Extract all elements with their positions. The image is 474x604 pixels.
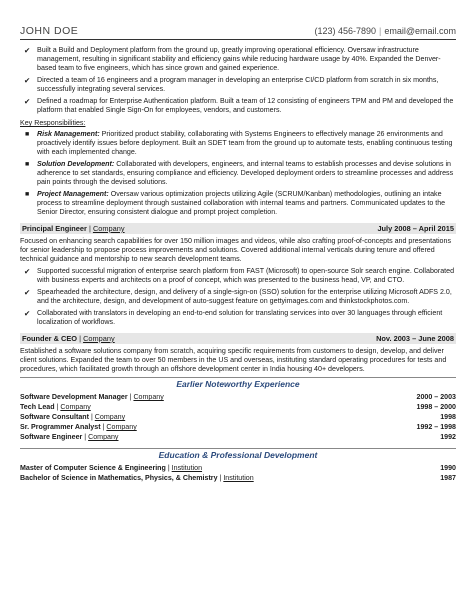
institution-link[interactable]: Institution	[171, 464, 203, 472]
earlier-experience-list	[20, 393, 456, 442]
checkmark-icon: ✔	[24, 46, 31, 55]
contact-info	[314, 27, 456, 36]
job-achievement-list	[20, 267, 456, 327]
education-title: Education & Professional Development	[158, 450, 318, 460]
responsibility-item: ■ Risk Management: Prioritized product stability, collaborating with Systems Engineers to effectively manage 26 environments and proactively identify issues before deployment. Built an SDET team from the ground up to automate tests, enabling continuous testing with each implemented change.	[25, 130, 453, 156]
education-row: Master of Computer Science & Engineering | Institution 1990	[20, 464, 456, 472]
company-link[interactable]: Company	[88, 433, 119, 441]
company-link[interactable]: Company	[133, 393, 164, 401]
job-summary: Established a software solutions company from scratch, acquiring specific requirements from customers to design, develop, and deliver client solutions. Expanded the team to over 50 members in the US and overseas, instituting standard operating procedures for tests and procedures, which facilitated growth through an offshore development center in India housing 40+ developers.	[20, 347, 447, 373]
job-dates: Nov. 2003 – June 2008	[376, 334, 454, 343]
resume-header	[20, 0, 456, 36]
education-row: Bachelor of Science in Mathematics, Physics, & Chemistry | Institution 1987	[20, 474, 456, 482]
achievement-item: ✔ Directed a team of 16 engineers and a program manager in developing an enterprise CI/CD platform from scratch in six months, successfully integrating several services.	[24, 76, 439, 93]
education-list	[20, 464, 456, 483]
job-dates: July 2008 – April 2015	[377, 224, 454, 233]
job-summary: Focused on enhancing search capabilities for over 150 million images and videos, while also crafting proof-of-concepts and presentations for senior leadership to propose process improvements and solutions. Covered additional internal verticals during tenure and offered technical guidance and mentorship to new search development teams.	[20, 237, 451, 263]
achievement-item: ✔ Spearheaded the architecture, design, and delivery of a single-sign-on (SSO) solution for the enterprise utilizing Microsoft ADFS 2.0, and the architecture, design, and development of auto-suggest feature on gettyimages.com and thinkstockphotos.com.	[24, 288, 452, 305]
candidate-name: JOHN DOE	[20, 25, 79, 37]
bullet-icon: ■	[25, 161, 30, 168]
checkmark-icon: ✔	[24, 309, 31, 318]
job-title: Founder & CEO	[22, 334, 78, 343]
checkmark-icon: ✔	[24, 267, 31, 276]
job-header-founder-ceo: Founder & CEO | Company Nov. 2003 – June 2008	[22, 334, 454, 343]
checkmark-icon: ✔	[24, 97, 31, 106]
responsibility-item: ■ Project Management: Oversaw various optimization projects utilizing Agile (SCRUM/Kanban) methodologies, outlining an intake process to streamline deployment through sustained collaboration with internal teams and partners. Communicated updates to the Senior Director, ensuring consistent dialogue and prompt project completion.	[25, 190, 446, 216]
key-responsibilities-heading: Key Responsibilities:	[20, 119, 86, 127]
section-divider	[20, 448, 456, 449]
phone-number: (123) 456-7890	[314, 26, 376, 36]
resume-page	[20, 0, 456, 484]
section-divider	[20, 377, 456, 378]
experience-row: Tech Lead | Company 1998 – 2000	[20, 403, 456, 411]
company-link[interactable]: Company	[92, 224, 125, 233]
experience-row: Sr. Programmer Analyst | Company 1992 – 1998	[20, 423, 456, 431]
company-link[interactable]: Company	[83, 334, 115, 343]
experience-row: Software Development Manager | Company 2000 – 2003	[20, 393, 456, 401]
header-divider	[20, 39, 456, 40]
experience-row: Software Engineer | Company 1992	[20, 433, 456, 441]
company-link[interactable]: Company	[94, 413, 126, 421]
contact-separator: |	[379, 26, 382, 36]
experience-row: Software Consultant | Company 1998	[20, 413, 456, 421]
company-link[interactable]: Company	[106, 423, 137, 431]
achievement-item: ✔ Supported successful migration of enterprise search platform from FAST (Microsoft) to open-source Solr search engine. Collaborated with business experts and architects on a proof of concept, which was presented to the business head, VP, and CTO.	[24, 267, 455, 284]
company-link[interactable]: Company	[60, 403, 91, 411]
job-title: Principal Engineer	[22, 224, 87, 233]
intro-achievement-list	[20, 46, 456, 115]
earlier-experience-title: Earlier Noteworthy Experience	[176, 379, 300, 389]
checkmark-icon: ✔	[24, 288, 31, 297]
email-address[interactable]: email@email.com	[384, 26, 456, 36]
bullet-icon: ■	[25, 131, 30, 138]
responsibility-item: ■ Solution Development: Collaborated with developers, engineers, and internal teams to establish processes and devise solutions in adherence to set standards, ensuring compliance and efficiency. Developed deployment orders to streamline processes and address pain points through the devised solutions.	[25, 160, 454, 186]
achievement-item: ✔ Defined a roadmap for Enterprise Authentication platform. Built a team of 12 consisting of engineers TPM and PM and developed the platform that enabled Single Sign-On for employees, vendors, and customers.	[24, 97, 454, 114]
achievement-item: ✔ Built a Build and Deployment platform from the ground up, greatly improving operational efficiency. Oversaw infrastructure management, resulting in significant stability and efficiency gains while reducing hardware usage by 40%. Expanded the Denver-based team to five engineers, which has since grown and gained experience.	[24, 46, 441, 72]
key-responsibilities-list	[20, 130, 456, 217]
checkmark-icon: ✔	[24, 76, 31, 85]
achievement-item: ✔ Collaborated with translators in developing an end-to-end solution for translating services into over 30 languages through efficient localization of workflows.	[24, 309, 443, 326]
institution-link[interactable]: Institution	[223, 474, 254, 482]
job-header-principal-engineer: Principal Engineer | Company July 2008 – April 2015	[22, 224, 454, 233]
bullet-icon: ■	[25, 191, 30, 198]
